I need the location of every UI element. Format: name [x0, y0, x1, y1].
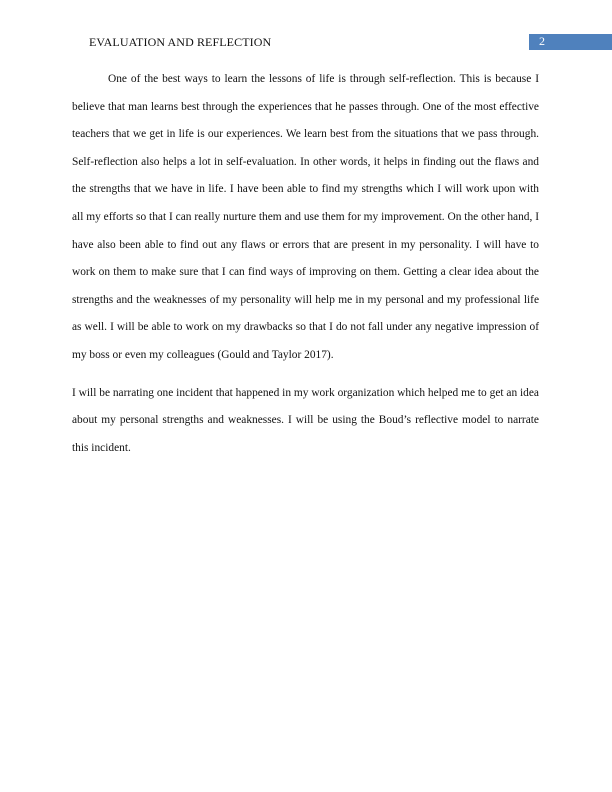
page-number-bar: [529, 34, 612, 50]
running-head: EVALUATION AND REFLECTION: [89, 35, 272, 49]
paragraph-2: I will be narrating one incident that happened in my work organization which helped me to get an idea about my personal strengths and weaknesses. I will be using the Boud’s reflective model to narrate this incident.: [72, 386, 539, 454]
page-number: 2: [539, 34, 545, 48]
paragraph-1: One of the best ways to learn the lessons of life is through self-reflection. This is because I believe that man learns best through the experiences that he passes through. One of the most effective teachers that we get in life is our experiences. We learn best from the situations that we pass through. Self-reflection also helps a lot in self-evaluation. In other words, it helps in finding out the flaws and the strengths that we have in life. I have been able to find my strengths which I will work upon with all my efforts so that I can really nurture them and use them for my improvement. On the other hand, I have also been able to find out any flaws or errors that are present in my personality. I will have to work on them to make sure that I can find ways of improving on them. Getting a clear idea about the strengths and the weaknesses of my personality will help me in my personal and my professional life as well. I will be able to work on my drawbacks so that I do not fall under any negative impression of my boss or even my colleagues (Gould and Taylor 2017).: [72, 73, 539, 361]
body-text: [72, 66, 539, 462]
